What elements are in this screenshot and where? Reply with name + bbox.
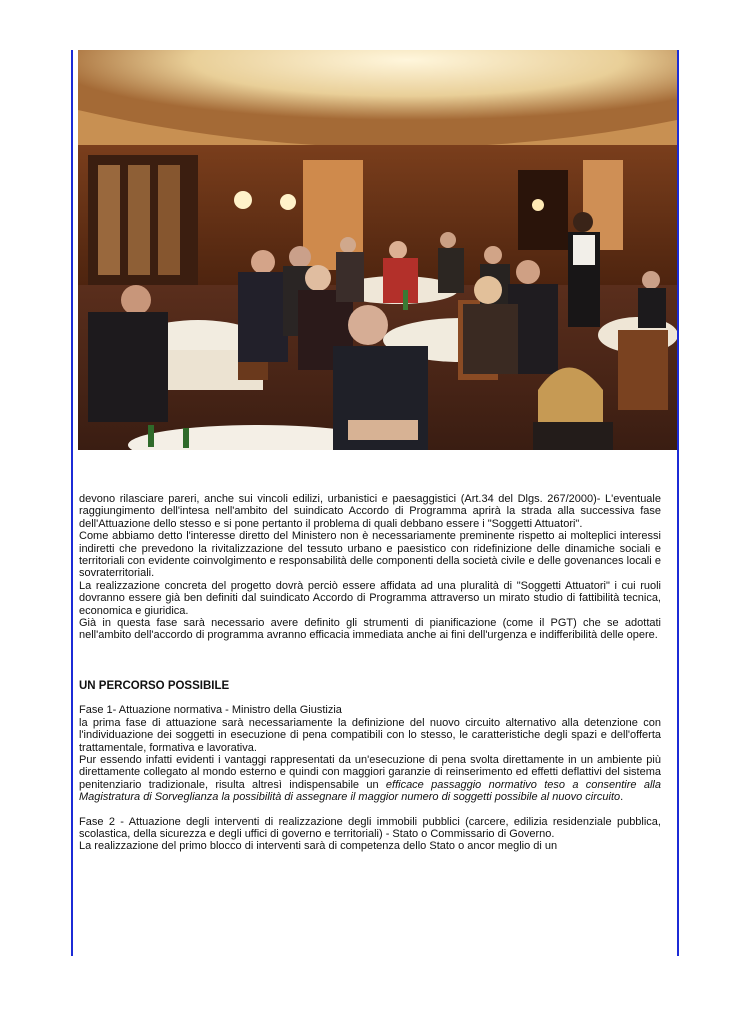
fase1-p2-text: Pur essendo infatti evidenti i vantaggi rappresentati da un'esecuzione di pena svolta direttamente in un ambiente più direttamente collegato al mondo esterno e quindi con maggiori garanzie di reinserimento ed effetti deflattivi del sistema penitenziario tradizionale, risulta altresì indispensabile un bbox=[79, 753, 661, 791]
paragraph: Già in questa fase sarà necessario avere definito gli strumenti di pianificazione (come il PGT) che se adottati nell'ambito dell'accordo di programma avranno efficacia immediata anche ai fini dell'urgenza e indifferibilità delle opere. bbox=[79, 617, 661, 642]
left-border-line bbox=[71, 50, 73, 956]
fase1-p2-end: . bbox=[620, 791, 624, 804]
paragraph: devono rilasciare pareri, anche sui vincoli edilizi, urbanistici e paesaggistici (Art.34 del Dlgs. 267/2000)- L'eventuale raggiungimento dell'intesa nell'ambito del suindicato Accordo di Programma aprirà la strada alla successiva fase dell'Attuazione dello stesso e si pone pertanto il problema di quali debbano essere i "Soggetti Attuatori". bbox=[79, 493, 661, 530]
paragraph: Come abbiamo detto l'interesse diretto del Ministero non è necessariamente preminente rispetto ai molteplici interessi indiretti che prevedono la rivitalizzazione del tessuto urbano e paesistico con ridefinizione delle dinamiche sociali e territoriali con evidente coinvolgimento e responsabilità delle componenti della società civile e delle govenances locali e sovraterritoriali. bbox=[79, 530, 661, 580]
fase2-title: Fase 2 - Attuazione degli interventi di realizzazione degli immobili pubblici (carcere, edilizia residenziale pubblica, scolastica, della sicurezza e degli uffici di governo e territoriali) - Stato o Commissario di Governo. bbox=[79, 815, 661, 840]
right-border-line bbox=[677, 50, 679, 956]
section-heading: UN PERCORSO POSSIBILE bbox=[79, 679, 230, 692]
fase1-title: Fase 1- Attuazione normativa - Ministro della Giustizia bbox=[79, 704, 342, 717]
fase2-paragraph: La realizzazione del primo blocco di interventi sarà di competenza dello Stato o ancor meglio di un bbox=[79, 840, 558, 853]
fase1-paragraph-2 bbox=[79, 754, 661, 804]
document-body bbox=[79, 493, 661, 853]
event-photo bbox=[78, 50, 677, 450]
paragraph: La realizzazione concreta del progetto dovrà perciò essere affidata ad una pluralità di "Soggetti Attuatori" i cui ruoli dovranno essere già ben definiti dal suindicato Accordo di Programma attraverso un mirato studio di fattibilità tecnica, economica e giuridica. bbox=[79, 579, 661, 617]
fase1-p2-italic: efficace passaggio normativo teso a consentire alla Magistratura di Sorveglianza la possibilità di assegnare il maggior numero di soggetti possibile al nuovo circuito bbox=[79, 778, 661, 804]
fase1-paragraph: la prima fase di attuazione sarà necessariamente la definizione del nuovo circuito alternativo alla detenzione con l'individuazione dei soggetti in esecuzione di pena compatibili con lo stesso, le caratteristiche degli spazi e dell'offerta trattamentale, formativa e lavorativa. bbox=[79, 716, 661, 754]
